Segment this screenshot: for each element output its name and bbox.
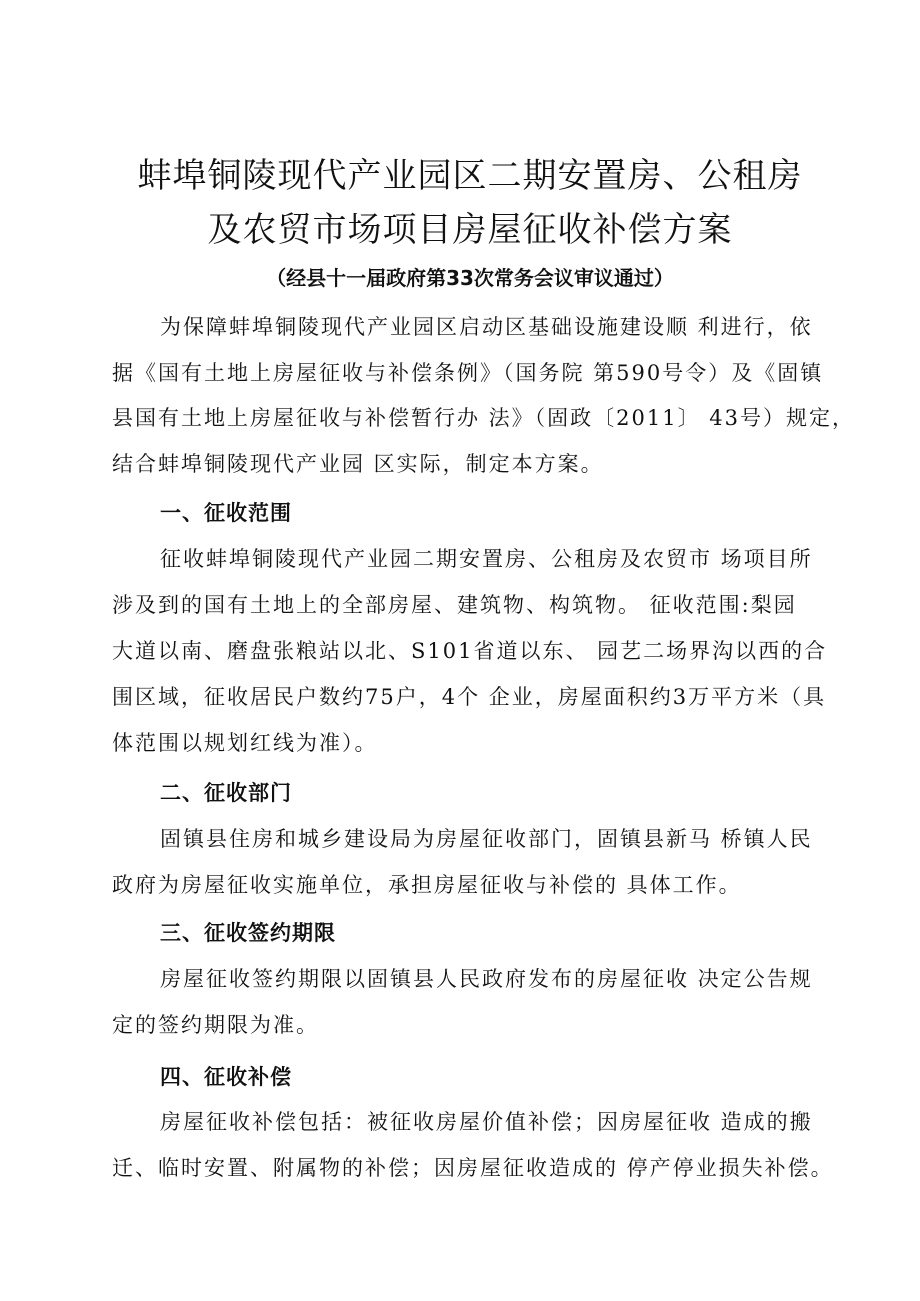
section-1-line-5: 体范围以规划红线为准）。	[112, 731, 378, 755]
section-1-line-3: 大道以南、磨盘张粮站以北、S101省道以东、 园艺二场界沟以西的合	[112, 639, 828, 663]
section-1-line-4: 围区域，征收居民户数约75户，4个 企业，房屋面积约3万平方米（具	[112, 685, 827, 709]
section-2-line-1: 固镇县住房和城乡建设局为房屋征收部门，固镇县新马 桥镇人民	[160, 827, 813, 851]
section-3-line-2: 定的签约期限为准。	[112, 1013, 319, 1037]
section-4-heading: 四、征收补偿	[160, 1065, 292, 1089]
section-1-line-2: 涉及到的国有土地上的全部房屋、建筑物、构筑物。 征收范围:梨园	[112, 593, 797, 617]
section-4-line-2: 迁、临时安置、附属物的补偿；因房屋征收造成的 停产停业损失补偿。	[112, 1156, 834, 1180]
section-1-line-1: 征收蚌埠铜陵现代产业园二期安置房、公租房及农贸市 场项目所	[160, 547, 813, 571]
intro-line-4: 结合蚌埠铜陵现代产业园 区实际，制定本方案。	[112, 452, 604, 476]
document-title-line-2: 及农贸市场项目房屋征收补偿方案	[207, 210, 733, 250]
intro-line-1: 为保障蚌埠铜陵现代产业园区启动区基础设施建设顺 利进行，依	[160, 315, 813, 339]
intro-line-3: 县国有土地上房屋征收与补偿暂行办 法》（固政〔2011〕 43号）规定，	[112, 406, 856, 430]
section-4-line-1: 房屋征收补偿包括：被征收房屋价值补偿；因房屋征收 造成的搬	[160, 1110, 813, 1134]
section-2-heading: 二、征收部门	[160, 781, 292, 805]
section-2-line-2: 政府为房屋征收实施单位，承担房屋征收与补偿的 具体工作。	[112, 873, 742, 897]
document-title-line-1: 蚌埠铜陵现代产业园区二期安置房、公租房	[137, 156, 803, 196]
section-3-heading: 三、征收签约期限	[160, 921, 336, 945]
section-3-line-1: 房屋征收签约期限以固镇县人民政府发布的房屋征收 决定公告规	[160, 967, 813, 991]
intro-line-2: 据《国有土地上房屋征收与补偿条例》（国务院 第590号令）及《固镇	[112, 361, 824, 385]
section-1-heading: 一、征收范围	[160, 501, 292, 525]
document-subtitle: （经县十一届政府第33次常务会议审议通过）	[266, 266, 674, 290]
